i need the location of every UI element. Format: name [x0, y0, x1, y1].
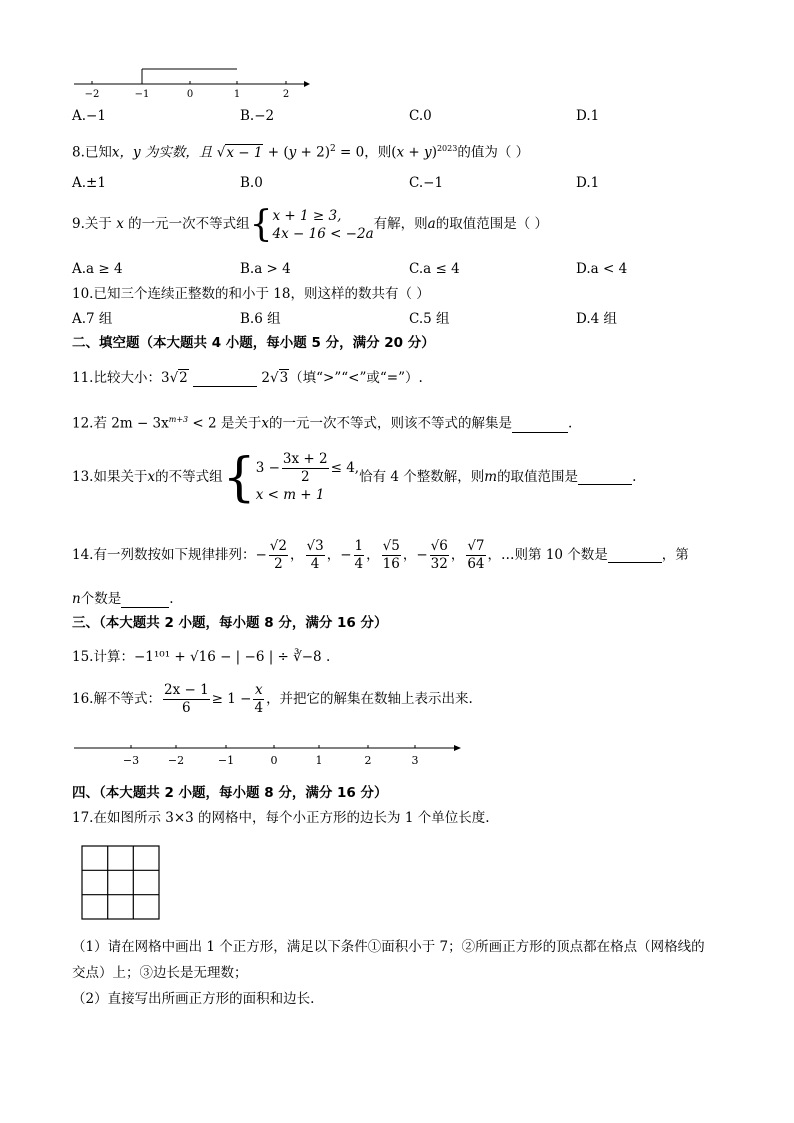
q7-tick: −2: [84, 89, 100, 100]
q14-term: [269, 538, 288, 573]
q7-tick: −1: [134, 89, 150, 100]
q9-stem: 9.关于 x 的一元一次不等式组{ x + 1 ≥ 3, 4x − 16 < −2a 有解，则a的取值范围是（ ）: [72, 203, 548, 245]
q14-term-denominator: 2: [274, 556, 283, 572]
q8-option-d: D.1: [576, 175, 600, 191]
q14-term-numerator: 1: [354, 538, 364, 554]
q10-option-c: C.5 组: [409, 311, 450, 327]
q13-stem: 13.如果关于x的不等式组{ 3 − $\frac{3x + 2}{2}$ ≤ 4, x < m + 1 恰有 4 个整数解，则m的取值范围是 .: [72, 447, 637, 508]
q9-option-a: A.a ≥ 4: [72, 261, 123, 277]
q14-term-sign: −: [416, 547, 428, 563]
q17-grid: [81, 845, 161, 921]
q14-term-denominator: 4: [310, 556, 320, 572]
q14-term-denominator: 32: [430, 556, 448, 572]
q16-stem: 16.解不等式： $\frac{2x - 1}{6}$ ≥ 1 − $\frac{x}{4}$ ，并把它的解集在数轴上表示出来.: [72, 682, 473, 716]
q14-term-denominator: 64: [467, 556, 485, 572]
q11-answer-blank[interactable]: [193, 372, 257, 387]
q14-term-denominator: 16: [382, 556, 400, 572]
q12-stem: 12.若 $2m - 3x^{m+3} < 2$ 是关于x的一元一次不等式，则该不等式的解集是 .: [72, 415, 573, 432]
section4-title: 四、（本大题共 2 小题，每小题 8 分，满分 16 分）: [72, 785, 388, 801]
q8-option-a: A.±1: [72, 175, 106, 191]
q7-tick: 0: [186, 89, 194, 100]
q12-answer-blank[interactable]: [512, 418, 568, 433]
q16-number-line: [72, 734, 464, 770]
q14-term: [306, 538, 325, 573]
q10-stem: 10.已知三个连续正整数的和小于 18，则这样的数共有（ ）: [72, 286, 430, 302]
q14-term-numerator: √6: [430, 538, 448, 554]
q7-option-a: A.−1: [72, 108, 106, 124]
q14-separator: ，: [326, 547, 341, 563]
q13-answer-blank[interactable]: [578, 470, 632, 485]
q14-term: [382, 538, 401, 573]
q7-option-d: D.1: [576, 108, 600, 124]
q14-separator: ，: [450, 547, 465, 563]
q14-stem: 14.有一列数按如下规律排列：− $\frac{√2}{2}$ ， $\frac{√3}{4}$ ，− $\frac{1}{4}$ ， $\frac{√5}{16}$ ，− $\frac{√6}{32}$ ， $\frac{√7}{64}$ ，…则第 10 个数是 ，第: [72, 538, 689, 572]
q14-term-sign: −: [255, 547, 267, 563]
q16-tick: −1: [217, 754, 235, 767]
q7-number-line: [70, 62, 310, 102]
q7-tick: 1: [233, 89, 241, 100]
q16-tick: 1: [315, 754, 323, 767]
q16-tick: −2: [167, 754, 185, 767]
section2-title: 二、填空题（本大题共 4 小题，每小题 5 分，满分 20 分）: [72, 335, 435, 351]
q16-tick: −3: [122, 754, 140, 767]
q9-option-d: D.a < 4: [576, 261, 628, 277]
q17-part1-line1: （1）请在网格中画出 1 个正方形，满足以下条件①面积小于 7；②所画正方形的顶点都在格点（网格线的: [72, 939, 705, 955]
q17-part1-line2: 交点）上；③边长是无理数；: [72, 965, 248, 981]
q10-option-b: B.6 组: [240, 311, 281, 327]
q11-stem: 11.比较大小：3√2 2√3（填“>”“<”或“=”）.: [72, 370, 423, 386]
q16-tick: 3: [411, 754, 419, 767]
q14-separator: ，: [366, 547, 380, 563]
q14-stem-cont: n个数是 .: [72, 591, 174, 607]
q8-stem: 8.已知x，y 为实数，且 $√x - 1 + (y + 2)^2 = 0$，则$(x + y)^{2023}$的值为（ ）: [72, 144, 530, 161]
q7-tick: 2: [282, 89, 290, 100]
q17-part2: （2）直接写出所画正方形的面积和边长.: [72, 991, 315, 1007]
q14-term-sign: −: [340, 547, 352, 563]
q17-stem: 17.在如图所示 3×3 的网格中，每个小正方形的边长为 1 个单位长度.: [72, 810, 490, 826]
q14-term: [430, 538, 449, 573]
q14-separator: ，: [290, 547, 304, 563]
q14-term-denominator: 4: [354, 556, 364, 572]
q14-term: [466, 538, 485, 573]
q16-tick: 2: [364, 754, 372, 767]
q10-option-a: A.7 组: [72, 311, 113, 327]
q14-term-numerator: √2: [269, 538, 287, 554]
q7-option-b: B.−2: [240, 108, 275, 124]
q14-answer-blank-2[interactable]: [121, 593, 169, 608]
q9-option-c: C.a ≤ 4: [409, 261, 460, 277]
q10-option-d: D.4 组: [576, 311, 618, 327]
q9-option-b: B.a > 4: [240, 261, 291, 277]
q14-answer-blank-1[interactable]: [608, 548, 662, 563]
q8-option-b: B.0: [240, 175, 263, 191]
q14-separator: ，: [402, 547, 417, 563]
q8-option-c: C.−1: [409, 175, 444, 191]
section3-title: 三、（本大题共 2 小题，每小题 8 分，满分 16 分）: [72, 615, 388, 631]
q14-sequence: [255, 538, 487, 572]
q14-term: [354, 538, 365, 573]
q15-stem: 15.计算：−1¹⁰¹ + √16 − | −6 | ÷ ∛−8 .: [72, 649, 331, 665]
q14-term-numerator: √7: [467, 538, 485, 554]
q14-term-numerator: √5: [382, 538, 400, 554]
q7-option-c: C.0: [409, 108, 432, 124]
q14-term-numerator: √3: [306, 538, 324, 554]
q16-tick: 0: [270, 754, 278, 767]
